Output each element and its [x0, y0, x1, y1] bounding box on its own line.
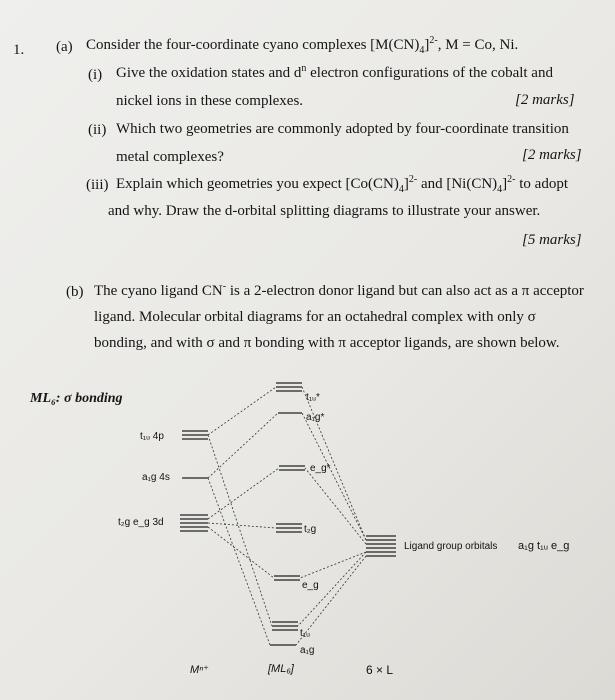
part-b-line1: The cyano ligand CN- is a 2-electron donor ligand but can also act as a π acceptor [94, 281, 584, 299]
part-a-ii-marks: [2 marks] [522, 147, 582, 163]
part-a-iii-line1: Explain which geometries you expect $[Co(CN)_4]^{2-}$ and $[Ni(CN)_4]^{2-}$ to adopt [116, 174, 569, 195]
label-ligand-symmetries: a₁g t₁ᵤ e_g [518, 540, 570, 552]
part-a-i-line1: Give the oxidation states and $d^n$ electron configurations of the cobalt and [116, 63, 553, 81]
label-mo-eg: e_g [302, 580, 319, 591]
metal-3d-levels [180, 515, 208, 531]
part-b-line3: bonding, and with σ and π bonding with π acceptor ligands, are shown below. [94, 335, 560, 351]
label-mo-t2g: t₂g [304, 524, 317, 535]
mo-t1u-star-levels [276, 383, 302, 391]
part-a-ii-label: (ii) [88, 122, 107, 138]
part-a-ii-line1: Which two geometries are commonly adopted by four-coordinate transition [116, 121, 569, 137]
part-b-line2: ligand. Molecular orbital diagrams for an octahedral complex with only σ [94, 309, 536, 325]
ligand-group-levels [366, 536, 396, 556]
label-mo-eg-star: e_g* [310, 463, 331, 474]
mo-t1u-levels [272, 622, 298, 630]
label-mo-a1g-star: a₁g* [306, 412, 325, 423]
part-a-ii-line2: metal complexes? [116, 149, 224, 165]
label-mo-t1u: t₁ᵤ [300, 628, 310, 639]
mo-eg-star-levels [279, 466, 305, 470]
part-a-i-line2: nickel ions in these complexes. [116, 93, 304, 109]
correlation-lines [208, 387, 366, 645]
label-column-ligands: 6 × L [366, 663, 394, 677]
question-number: 1. [13, 42, 25, 58]
mo-t2g-levels [276, 524, 302, 532]
metal-t1u-4p-levels [182, 431, 208, 439]
label-column-metal: Mⁿ⁺ [190, 664, 209, 676]
mo-eg-levels [274, 576, 300, 580]
part-a-label: (a) [56, 39, 73, 55]
part-a-iii-label: (iii) [86, 177, 109, 193]
label-metal-a1g-4s: a₁g 4s [142, 472, 170, 483]
label-ligand-group-orbitals: Ligand group orbitals [404, 541, 498, 552]
label-metal-t1u-4p: t₁ᵤ 4p [140, 431, 164, 442]
part-b-label: (b) [66, 284, 84, 300]
part-a-iii-marks: [5 marks] [522, 232, 582, 248]
part-a-i-label: (i) [88, 67, 103, 83]
label-metal-3d: t₂g e_g 3d [118, 517, 164, 528]
label-mo-a1g: a₁g [300, 645, 315, 656]
label-mo-t1u-star: t₁ᵤ* [306, 392, 320, 403]
label-column-complex: [ML₆] [268, 663, 294, 675]
part-a-intro: Consider the four-coordinate cyano complexes $[M(CN)_4]^{2-}$, M = Co, Ni. [86, 35, 519, 56]
diagram-title: ML₆: σ bonding [30, 391, 123, 406]
part-a-iii-line2: and why. Draw the d-orbital splitting diagrams to illustrate your answer. [108, 203, 541, 219]
part-a-i-marks: [2 marks] [515, 92, 575, 108]
